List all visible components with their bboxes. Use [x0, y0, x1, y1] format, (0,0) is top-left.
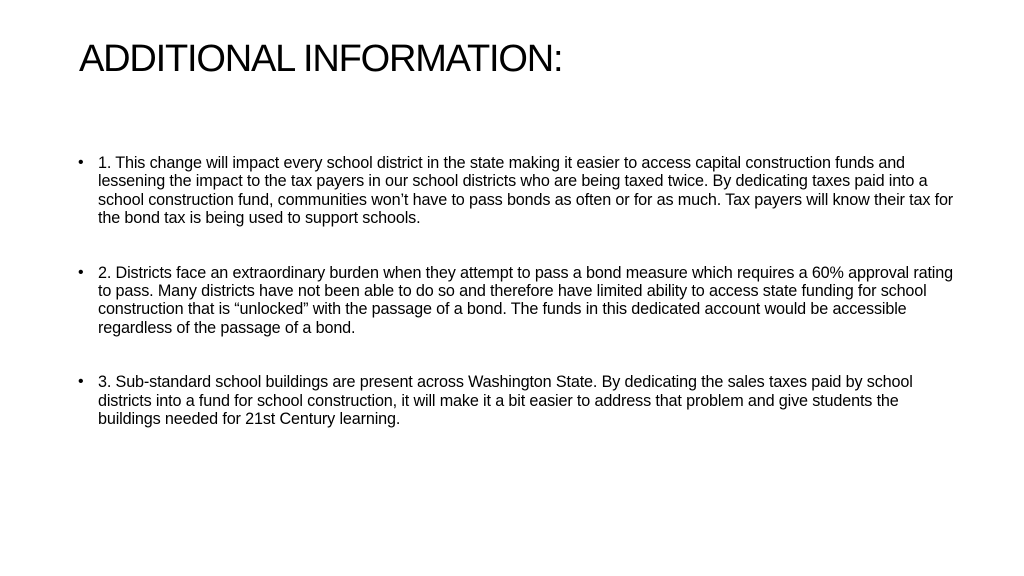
bullet-item-1 — [78, 154, 958, 228]
bullet-icon: • — [78, 154, 84, 171]
bullet-icon: • — [78, 373, 84, 391]
bullet-text-1: 1. This change will impact every school district in the state making it easier to access capital construction funds and lessening the impact to the tax payers in our school districts who are being taxed twice. By dedicating taxes paid into a school construction fund, communities won’t have to pass bonds as often or for as much. Tax payers will know their tax for the bond tax is being used to support schools. — [98, 154, 954, 228]
bullet-list — [78, 154, 958, 428]
bullet-item-3 — [78, 373, 958, 428]
bullet-item-2 — [78, 264, 958, 338]
slide-title: ADDITIONAL INFORMATION: — [79, 38, 563, 80]
bullet-text-2: 2. Districts face an extraordinary burden when they attempt to pass a bond measure which requires a 60% approval rating to pass. Many districts have not been able to do so and therefore have limited ability to access state funding for school construction that is “unlocked” with the passage of a bond. The funds in this dedicated account would be accessible regardless of the passage of a bond. — [98, 263, 953, 337]
bullet-icon: • — [78, 263, 84, 281]
bullet-text-3: 3. Sub-standard school buildings are present across Washington State. By dedicating the sales taxes paid by school districts into a fund for school construction, it will make it a bit easier to address that problem and give students the buildings needed for 21st Century learning. — [98, 373, 913, 429]
